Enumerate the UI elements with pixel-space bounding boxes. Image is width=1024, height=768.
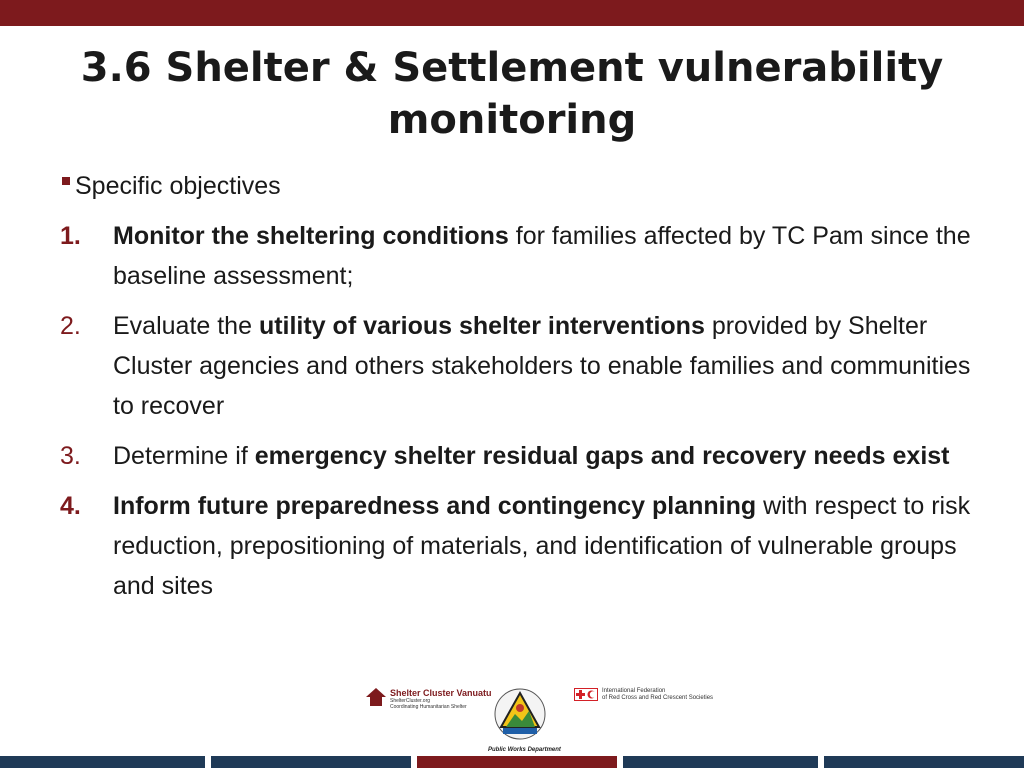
shelter-cluster-tagline: Coordinating Humanitarian Shelter [390,704,467,710]
shelter-cluster-url: ShelterCluster.org [390,698,431,704]
bottom-bar-segment [0,756,205,768]
public-works-logo [488,687,561,753]
objective-item [60,436,980,476]
bottom-color-bar [0,756,1024,768]
slide-title-line-2: monitoring [387,97,637,143]
objective-item [60,486,980,606]
ifrc-logo [574,688,713,702]
objective-number: 4. [60,492,81,520]
bottom-bar-segment [211,756,411,768]
objective-number: 3. [60,442,81,470]
objective-bold-text: utility of various shelter interventions [258,312,705,340]
objective-bold-text: emergency shelter residual gaps and recovery needs exist [254,442,950,470]
objective-text: Determine if [113,442,255,470]
objective-number: 2. [60,312,81,340]
objective-item [60,216,980,296]
ifrc-name-line-1: International Federation [602,688,666,694]
shelter-cluster-name: Shelter Cluster Vanuatu [390,688,492,698]
objective-text: Evaluate the [113,312,259,340]
objective-text: with respect to risk reduction, prepositioning of materials, and identification of vulnerable groups and sites [113,492,971,600]
objectives-list [60,216,980,606]
ifrc-name-line-2: of Red Cross and Red Crescent Societies [602,695,714,701]
public-works-caption: Public Works Department [488,747,561,753]
red-cross-crescent-icon [574,688,598,701]
top-accent-bar [0,0,1024,26]
partner-logos [0,682,1024,754]
objective-text: provided by Shelter Cluster agencies and others stakeholders to enable families and communities to recover [113,312,971,420]
section-label-text: Specific objectives [75,172,281,200]
slide-title [0,42,1024,146]
public-works-emblem-icon [493,687,547,741]
bottom-bar-segment [824,756,1024,768]
slide-title-line-1: 3.6 Shelter & Settlement vulnerability [80,45,944,91]
house-icon [366,688,386,706]
bottom-bar-segment [417,756,617,768]
bottom-bar-segment [623,756,818,768]
objective-item [60,306,980,426]
square-bullet-icon [62,177,70,185]
section-label [60,168,980,204]
shelter-cluster-logo [366,688,492,710]
objective-bold-text: Inform future preparedness and contingency planning [113,492,757,520]
objective-text: for families affected by TC Pam since the baseline assessment; [113,222,971,290]
objective-number: 1. [60,222,81,250]
slide-body [60,168,980,616]
objective-bold-text: Monitor the sheltering conditions [113,222,509,250]
